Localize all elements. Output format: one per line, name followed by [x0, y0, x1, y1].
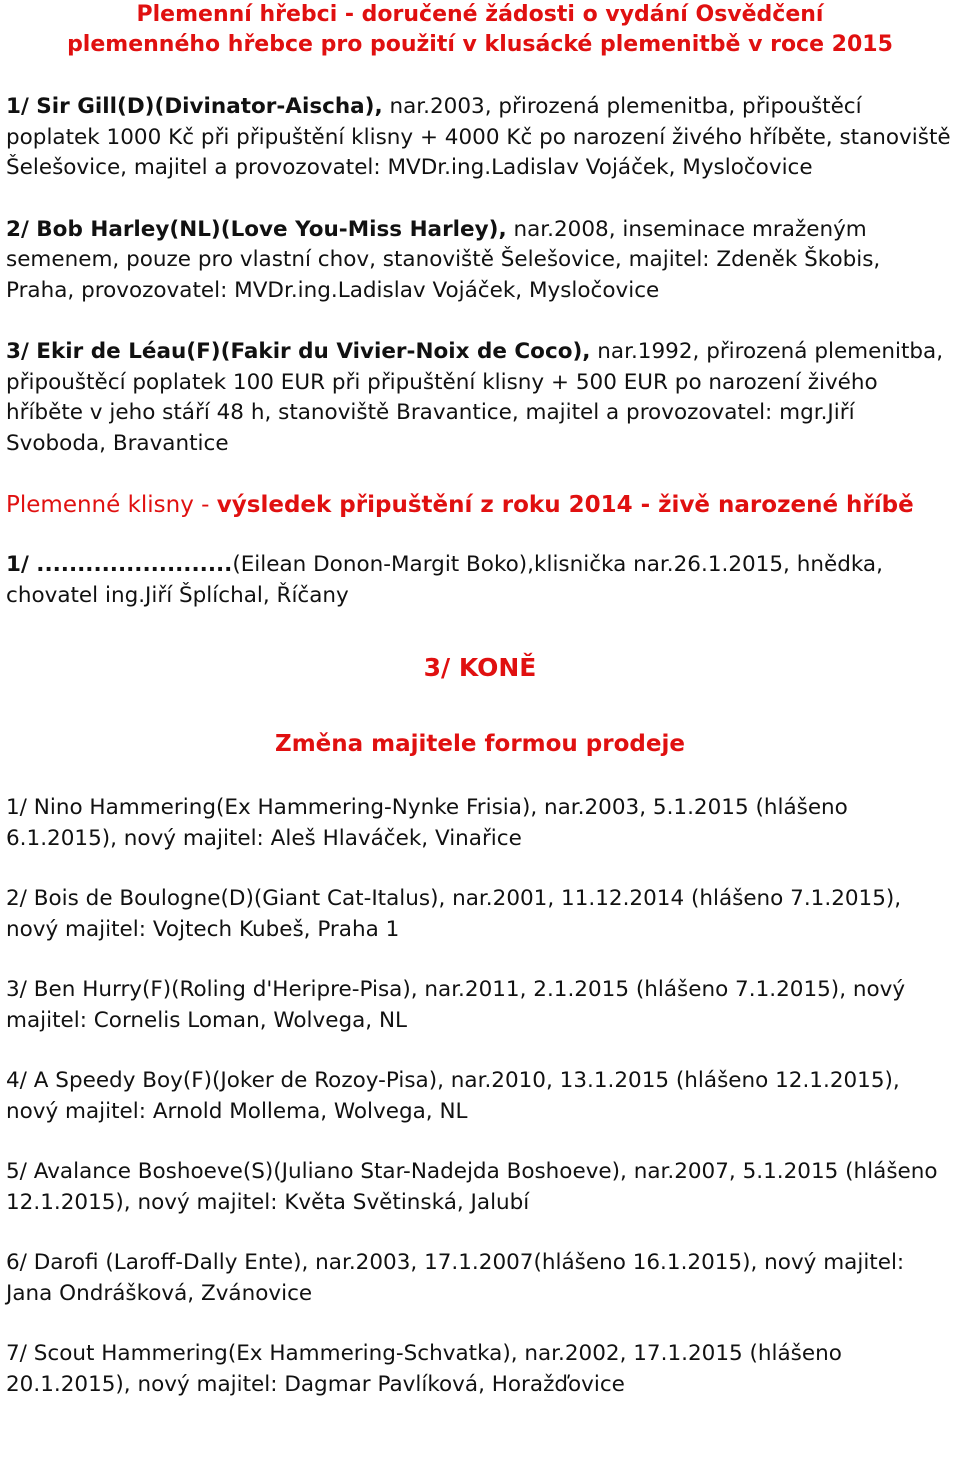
stallion-details-1: nar.2003, přirozená plemenitba, připouštěcí poplatek 1000 Kč při připuštění klisny + 4000 Kč po narození živého hříběte, stanoviště Šelešovice, majitel a provozovatel: MVDr.ing.Ladislav Vojáček, Mysločovice: [6, 94, 951, 180]
mares-heading: [6, 490, 954, 520]
mare-entry-1: [6, 550, 954, 611]
ownership-change-7: 7/ Scout Hammering(Ex Hammering-Schvatka), nar.2002, 17.1.2015 (hlášeno 20.1.2015), nový majitel: Dagmar Pavlíková, Horažďovice: [6, 1341, 842, 1397]
stallion-name-1: 1/ Sir Gill(D)(Divinator-Aischa),: [6, 94, 383, 119]
ownership-change-6: 6/ Darofi (Laroff-Dally Ente), nar.2003, 17.1.2007(hlášeno 16.1.2015), nový majitel: Jana Ondrášková, Zvánovice: [6, 1250, 905, 1306]
stallion-entry-3: [6, 337, 954, 459]
stallion-details-3: nar.1992, přirozená plemenitba, připouštěcí poplatek 100 EUR při připuštění klisny + 500 EUR po narození živého hříběte v jeho stáří 48 h, stanoviště Bravantice, majitel a provozovatel: mgr.Jiří Svoboda, Bravantice: [6, 339, 944, 456]
document-title: [6, 0, 954, 60]
stallion-details-2: nar.2008, inseminace mraženým semenem, pouze pro vlastní chov, stanoviště Šelešovice, majitel: Zdeněk Škobis, Praha, provozovatel: MVDr.ing.Ladislav Vojáček, Mysločovice: [6, 216, 881, 303]
stallion-name-2: 2/ Bob Harley(NL)(Love You-Miss Harley),: [6, 216, 507, 242]
title-line-2: plemenného hřebce pro použití v klusácké plemenitbě v roce 2015: [67, 32, 893, 57]
ownership-change-3: 3/ Ben Hurry(F)(Roling d'Heripre-Pisa), nar.2011, 2.1.2015 (hlášeno 7.1.2015), nový majitel: Cornelis Loman, Wolvega, NL: [6, 977, 906, 1033]
ownership-change-1: 1/ Nino Hammering(Ex Hammering-Nynke Frisia), nar.2003, 5.1.2015 (hlášeno 6.1.2015), nový majitel: Aleš Hlaváček, Vinařice: [6, 795, 848, 851]
ownership-change-2: 2/ Bois de Boulogne(D)(Giant Cat-Italus), nar.2001, 11.12.2014 (hlášeno 7.1.2015), nový majitel: Vojtech Kubeš, Praha 1: [6, 886, 902, 942]
stallion-entry-2: [6, 215, 954, 307]
mare-entry-details: (Eilean Donon-Margit Boko),klisnička nar.26.1.2015, hnědka, chovatel ing.Jiří Šplíchal, Říčany: [6, 552, 883, 608]
section-heading-kone: 3/ KONĚ: [423, 653, 537, 682]
ownership-change-4: 4/ A Speedy Boy(F)(Joker de Rozoy-Pisa), nar.2010, 13.1.2015 (hlášeno 12.1.2015), nový majitel: Arnold Mollema, Wolvega, NL: [6, 1068, 900, 1124]
stallion-entry-1: [6, 92, 954, 184]
mares-heading-main: výsledek připuštění z roku 2014 - živě narozené hříbě: [216, 492, 914, 518]
ownership-change-5: 5/ Avalance Boshoeve(S)(Juliano Star-Nadejda Boshoeve), nar.2007, 5.1.2015 (hlášeno 12.1.2015), nový majitel: Květa Světinská, Jalubí: [6, 1159, 938, 1215]
mare-entry-number: 1/ ........................: [6, 552, 233, 577]
title-line-1: Plemenní hřebci - doručené žádosti o vydání Osvědčení: [136, 2, 824, 27]
mares-heading-prefix: Plemenné klisny -: [6, 492, 217, 518]
section-subheading: Změna majitele formou prodeje: [275, 731, 685, 757]
stallion-name-3: 3/ Ekir de Léau(F)(Fakir du Vivier-Noix de Coco),: [6, 339, 591, 364]
